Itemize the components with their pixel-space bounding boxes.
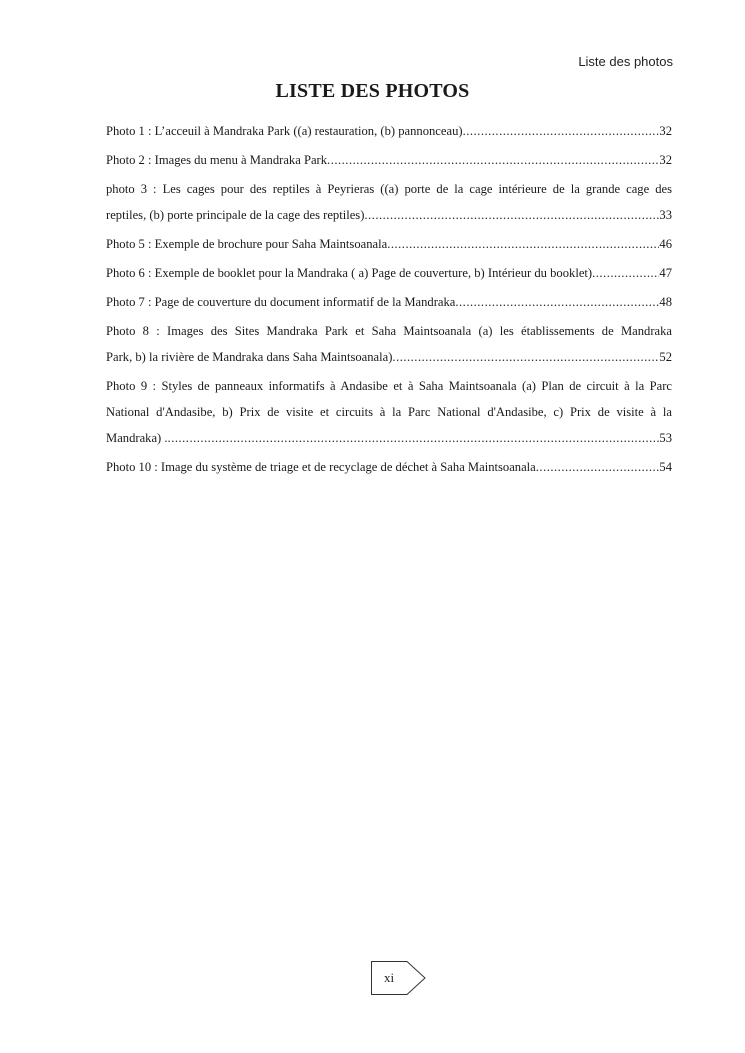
toc-page-number: 54 [659,460,672,474]
dot-leader [387,231,659,257]
toc-entry-text: Photo 5 : Exemple de brochure pour Saha Maintsoanala [106,237,388,251]
toc-entry-text: Park, b) la rivière de Mandraka dans Saha Maintsoanala) [106,350,393,364]
dot-leader [536,454,660,480]
toc-entry-text: reptiles, (b) porte principale de la cage des reptiles) [106,208,365,222]
toc-entry[interactable] [106,118,672,144]
toc-entry-last-line [106,344,672,370]
toc-entry-last-line [106,202,672,228]
dot-leader [327,147,659,173]
toc-page-number: 52 [659,350,672,364]
toc-page-number: 32 [659,124,672,138]
dot-leader [364,202,659,228]
toc-entry-text-line: National d'Andasibe, b) Prix de visite et circuits à la Parc National d'Andasibe, c) Prix de visite à la [106,405,672,419]
running-header: Liste des photos [578,54,673,69]
page-number-badge [371,961,427,995]
toc-page-number: 46 [659,237,672,251]
toc-entry-last-line [106,425,672,451]
list-of-photos [106,118,672,483]
toc-entry[interactable] [106,147,672,173]
toc-entry-text: Photo 10 : Image du système de triage et de recyclage de déchet à Saha Maintsoanala [106,460,536,474]
dot-leader [392,344,659,370]
toc-entry[interactable] [106,289,672,315]
toc-page-number: 32 [659,153,672,167]
toc-entry[interactable] [106,454,672,480]
toc-entry[interactable] [106,176,672,228]
toc-entry-text: Photo 6 : Exemple de booklet pour la Mandraka ( a) Page de couverture, b) Intérieur du booklet) [106,266,593,280]
toc-entry-text-line: Photo 9 : Styles de panneaux informatifs à Andasibe et à Saha Maintsoanala (a) Plan de circuit à la Parc [106,379,672,393]
dot-leader [592,260,659,286]
toc-page-number: 33 [659,208,672,222]
dot-leader [168,425,660,451]
toc-entry[interactable] [106,231,672,257]
toc-entry-text: Photo 7 : Page de couverture du document informatif de la Mandraka [106,295,456,309]
toc-page-number: 48 [659,295,672,309]
toc-entry-text-line: photo 3 : Les cages pour des reptiles à Peyrieras ((a) porte de la cage intérieure de la grande cage des [106,182,672,196]
toc-entry[interactable] [106,260,672,286]
dot-leader [463,118,660,144]
toc-page-number: 47 [659,266,672,280]
dot-leader [455,289,659,315]
toc-entry-text: Photo 1 : L’acceuil à Mandraka Park ((a) restauration, (b) pannonceau) [106,124,463,138]
toc-entry-text-line: Photo 8 : Images des Sites Mandraka Park et Saha Maintsoanala (a) les établissements de Mandraka [106,324,672,338]
page-title: LISTE DES PHOTOS [275,80,470,102]
toc-entry-text: Photo 2 : Images du menu à Mandraka Park [106,153,328,167]
page-number: xi [383,970,395,985]
toc-entry[interactable] [106,318,672,370]
toc-page-number: 53 [659,431,672,445]
toc-entry-text: Mandraka) . [106,431,168,445]
toc-entry[interactable] [106,373,672,451]
